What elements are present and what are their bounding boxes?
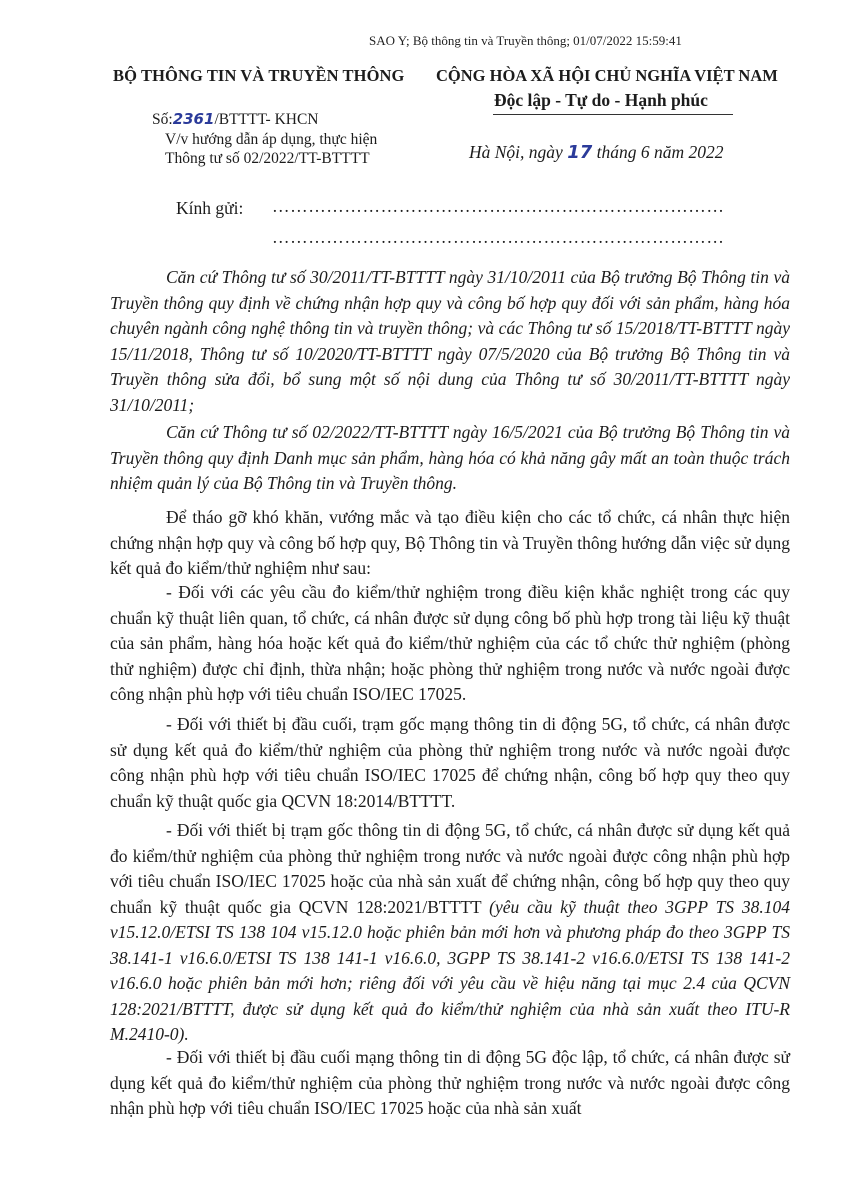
recipient-line-2: ………………………………………………………………… (272, 227, 725, 247)
purpose-paragraph: Để tháo gỡ khó khăn, vướng mắc và tạo điều kiện cho các tổ chức, cá nhân thực hiện chứng nhận hợp quy và công bố hợp quy, Bộ Thông tin và Truyền thông hướng dẫn việc sử dụng kết quả đo kiểm/thử nghiệm như sau: (110, 507, 790, 578)
subject-line-2: Thông tư số 02/2022/TT-BTTTT (165, 150, 370, 167)
date-line (469, 142, 724, 163)
doc-number-prefix: Số: (152, 111, 173, 128)
guidance-item-1: - Đối với các yêu cầu đo kiểm/thử nghiệm trong điều kiện khắc nghiệt trong các quy chuẩn kỹ thuật liên quan, tổ chức, cá nhân được sử dụng công bố phù hợp trong tài liệu kỹ thuật của sản phẩm, hàng hóa hoặc kết quả đo kiểm/thử nghiệm của các tổ chức thử nghiệm (phòng thử nghiệm) được chỉ định, thừa nhận; hoặc phòng thử nghiệm trong nước và nước ngoài được công nhận phù hợp với tiêu chuẩn ISO/IEC 17025. (110, 582, 790, 704)
guidance-item-2: - Đối với thiết bị đầu cuối, trạm gốc mạng thông tin di động 5G, tổ chức, cá nhân được sử dụng kết quả đo kiểm/thử nghiệm của phòng thử nghiệm trong nước và nước ngoài được công nhận phù hợp với tiêu chuẩn ISO/IEC 17025 để chứng nhận, công bố hợp quy theo quy chuẩn kỹ thuật quốc gia QCVN 18:2014/BTTTT. (110, 714, 790, 811)
issuing-ministry: BỘ THÔNG TIN VÀ TRUYỀN THÔNG (113, 66, 405, 85)
guidance-item-4: - Đối với thiết bị đầu cuối mạng thông tin di động 5G độc lập, tổ chức, cá nhân được sử dụng kết quả đo kiểm/thử nghiệm của phòng thử nghiệm trong nước và nước ngoài được công nhận phù hợp với tiêu chuẩn ISO/IEC 17025 hoặc của nhà sản xuất (110, 1047, 790, 1118)
date-suffix: tháng 6 năm 2022 (596, 142, 724, 162)
motto-underline (493, 114, 733, 115)
guidance-item-3 (110, 818, 790, 1048)
recipient-line-1: ………………………………………………………………… (272, 196, 725, 216)
basis-paragraph-1: Căn cứ Thông tư số 30/2011/TT-BTTTT ngày 31/10/2011 của Bộ trưởng Bộ Thông tin và Truyền thông quy định về chứng nhận hợp quy và công bố hợp quy đối với sản phẩm, hàng hóa chuyên ngành công nghệ thông tin và truyền thông; và các Thông tư số 15/2018/TT-BTTTT ngày 15/11/2018, Thông tư số 10/2020/TT-BTTTT ngày 07/5/2020 của Bộ trưởng Bộ Thông tin và Truyền thông sửa đổi, bổ sung một số nội dung của Thông tư số 30/2011/TT-BTTTT ngày 31/10/2011; (110, 267, 790, 415)
basis-paragraph-2: Căn cứ Thông tư số 02/2022/TT-BTTTT ngày 16/5/2021 của Bộ trưởng Bộ Thông tin và Truyền thông quy định Danh mục sản phẩm, hàng hóa có khả năng gây mất an toàn thuộc trách nhiệm quản lý của Bộ Thông tin và Truyền thông. (110, 422, 790, 493)
recipient-label: Kính gửi: (176, 198, 244, 218)
guidance-item-3-text: - Đối với thiết bị trạm gốc thông tin di động 5G, tổ chức, cá nhân được sử dụng kết quả đo kiểm/thử nghiệm của phòng thử nghiệm trong nước và nước ngoài được công nhận phù hợp với tiêu chuẩn ISO/IEC 17025 hoặc của nhà sản xuất để chứng nhận, công bố hợp quy theo quy chuẩn kỹ thuật quốc gia QCVN 128:2021/BTTTT (110, 820, 790, 917)
national-motto: Độc lập - Tự do - Hạnh phúc (494, 90, 708, 110)
copy-stamp: SAO Y; Bộ thông tin và Truyền thông; 01/07/2022 15:59:41 (369, 33, 682, 48)
document-number (152, 110, 319, 129)
republic-title: CỘNG HÒA XÃ HỘI CHỦ NGHĨA VIỆT NAM (436, 66, 778, 85)
handwritten-day: 17 (567, 142, 593, 163)
handwritten-doc-number: 2361 (172, 110, 215, 128)
date-prefix: Hà Nội, ngày (469, 142, 563, 162)
guidance-item-3-italic-note: (yêu cầu kỹ thuật theo 3GPP TS 38.104 v15.12.0/ETSI TS 138 104 v15.12.0 hoặc phiên bản mới hơn và phương pháp đo theo 3GPP TS 38.141-1 v16.6.0/ETSI TS 138 141-1 v16.6.0, 3GPP TS 38.141-2 v16.6.0/ETSI TS 138 141-2 v16.6.0 hoặc phiên bản mới hơn; riêng đối với yêu cầu về hiệu năng tại mục 2.4 của QCVN 128:2021/BTTTT, được sử dụng kết quả đo kiểm/thử nghiệm của nhà sản xuất theo ITU-R M.2410-0). (110, 896, 790, 1044)
subject-line-1: V/v hướng dẫn áp dụng, thực hiện (165, 131, 378, 148)
doc-number-suffix: /BTTTT- KHCN (214, 111, 319, 128)
